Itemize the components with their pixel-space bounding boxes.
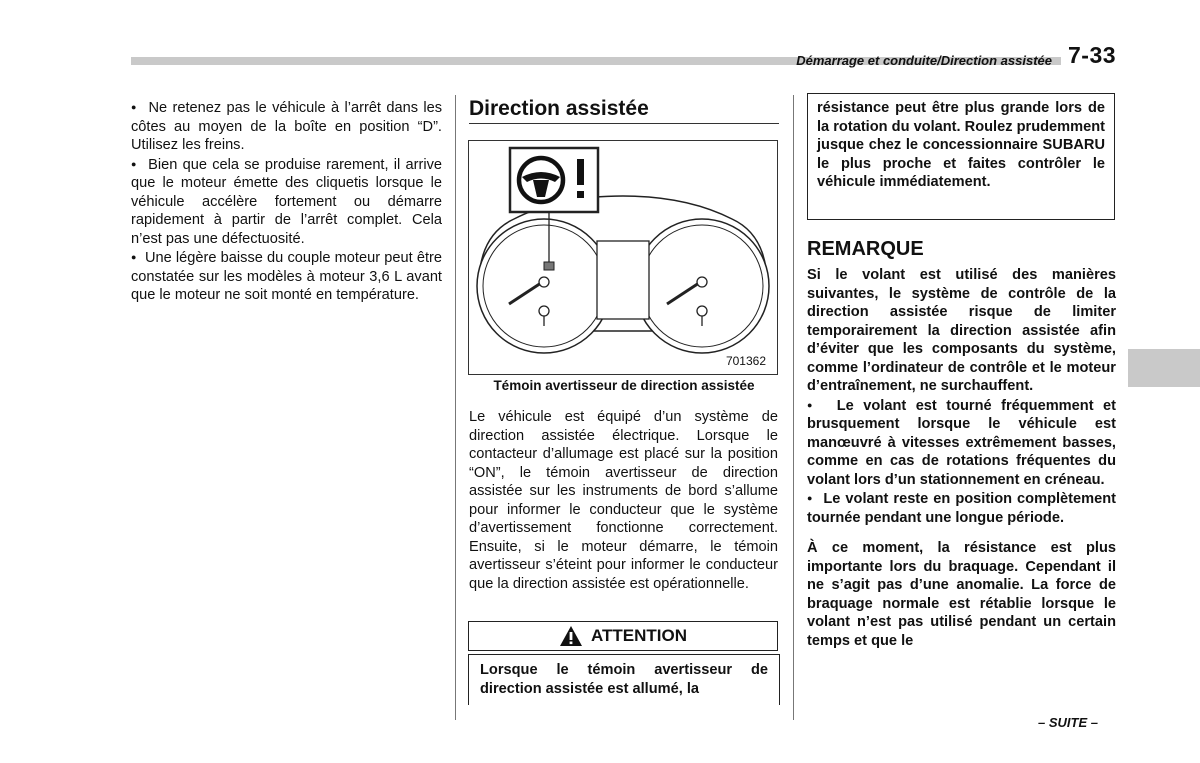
remarque-body <box>807 266 1116 650</box>
list-item: ● Le volant reste en position complètement tournée pendant une longue période. <box>807 491 1116 526</box>
chapter-tab <box>1128 349 1200 387</box>
column-divider-right <box>793 95 794 720</box>
list-item: ● Une légère baisse du couple moteur peut être constatée sur les modèles à moteur 3,6 L avant que le moteur ne soit monté en température. <box>131 250 442 303</box>
caution-continued-box <box>807 93 1115 220</box>
figure-caption: Témoin avertisseur de direction assistée <box>493 378 755 393</box>
body-paragraph: Le véhicule est équipé d’un système de direction assistée électrique. Lorsque le contacteur d’allumage est placé sur la position “ON”, le témoin avertisseur de direction assistée sur les instruments de bord s’allume pour informer le conducteur que le système d’avertissement fonctionne correctement. Ensuite, si le moteur démarre, le témoin avertisseur s’éteint pour informer le conducteur que la direction assistée est opérationnelle. <box>469 409 778 592</box>
instrument-cluster-illustration <box>469 141 777 374</box>
continued-marker: – SUITE – <box>1038 715 1098 730</box>
list-item: ● Le volant est tourné fréquemment et brusquement lorsque le véhicule est manœuvré à vitesses extrêmement basses, comme en cas de rotations fréquentes du volant lors d’un stationnement en créneau. <box>807 397 1116 488</box>
middle-body <box>469 408 778 593</box>
remarque-intro: Si le volant est utilisé des manières suivantes, le système de contrôle de la direction assistée risque de limiter temporairement la direction assistée afin d’éviter que les composants du système, comme l’ordinateur de contrôle et le moteur d’entraînement, ne surchauffent. <box>807 267 1116 394</box>
section-rule <box>469 123 779 124</box>
page-number: 7-33 <box>1068 42 1117 68</box>
list-item: ● Ne retenez pas le véhicule à l’arrêt dans les côtes au moyen de la boîte en position “D”. Utilisez les freins. <box>131 100 442 153</box>
warning-triangle-icon <box>559 625 583 647</box>
remarque-title: REMARQUE <box>807 238 924 260</box>
bullet-icon: ● <box>131 252 137 262</box>
closing-paragraph: À ce moment, la résistance est plus importante lors du braquage. Cependant il ne s’agit pas d’une anomalie. La force de braquage normale est rétablie lorsque le volant n’est pas utilisé pendant un certain temps et que le <box>807 540 1116 649</box>
bullet-icon: ● <box>807 493 814 503</box>
bullet-icon: ● <box>807 399 818 410</box>
bullet-icon: ● <box>131 158 138 169</box>
figure-code: 701362 <box>725 354 766 368</box>
list-item: ● Bien que cela se produise rarement, il arrive que le moteur émette des cliquetis lorsque le véhicule accélère fortement ou démarre rapidement à partir de l’arrêt complet. Cela n’est pas une défectuosité. <box>131 156 443 247</box>
left-column <box>131 98 442 305</box>
column-divider-left <box>455 95 456 720</box>
attention-header <box>468 621 778 651</box>
attention-label: ATTENTION <box>590 626 687 645</box>
running-header: Démarrage et conduite/Direction assistée <box>796 53 1052 68</box>
attention-box <box>468 654 780 705</box>
caution-continued-text: résistance peut être plus grande lors de la rotation du volant. Roulez prudemment jusque chez le concessionnaire SUBARU le plus proche et faites contrôler le véhicule immédiatement. <box>817 100 1105 190</box>
section-title: Direction assistée <box>469 97 649 120</box>
attention-text: Lorsque le témoin avertisseur de direction assistée est allumé, la <box>480 662 768 697</box>
bullet-icon: ● <box>131 102 138 112</box>
instrument-cluster-figure <box>468 140 778 375</box>
